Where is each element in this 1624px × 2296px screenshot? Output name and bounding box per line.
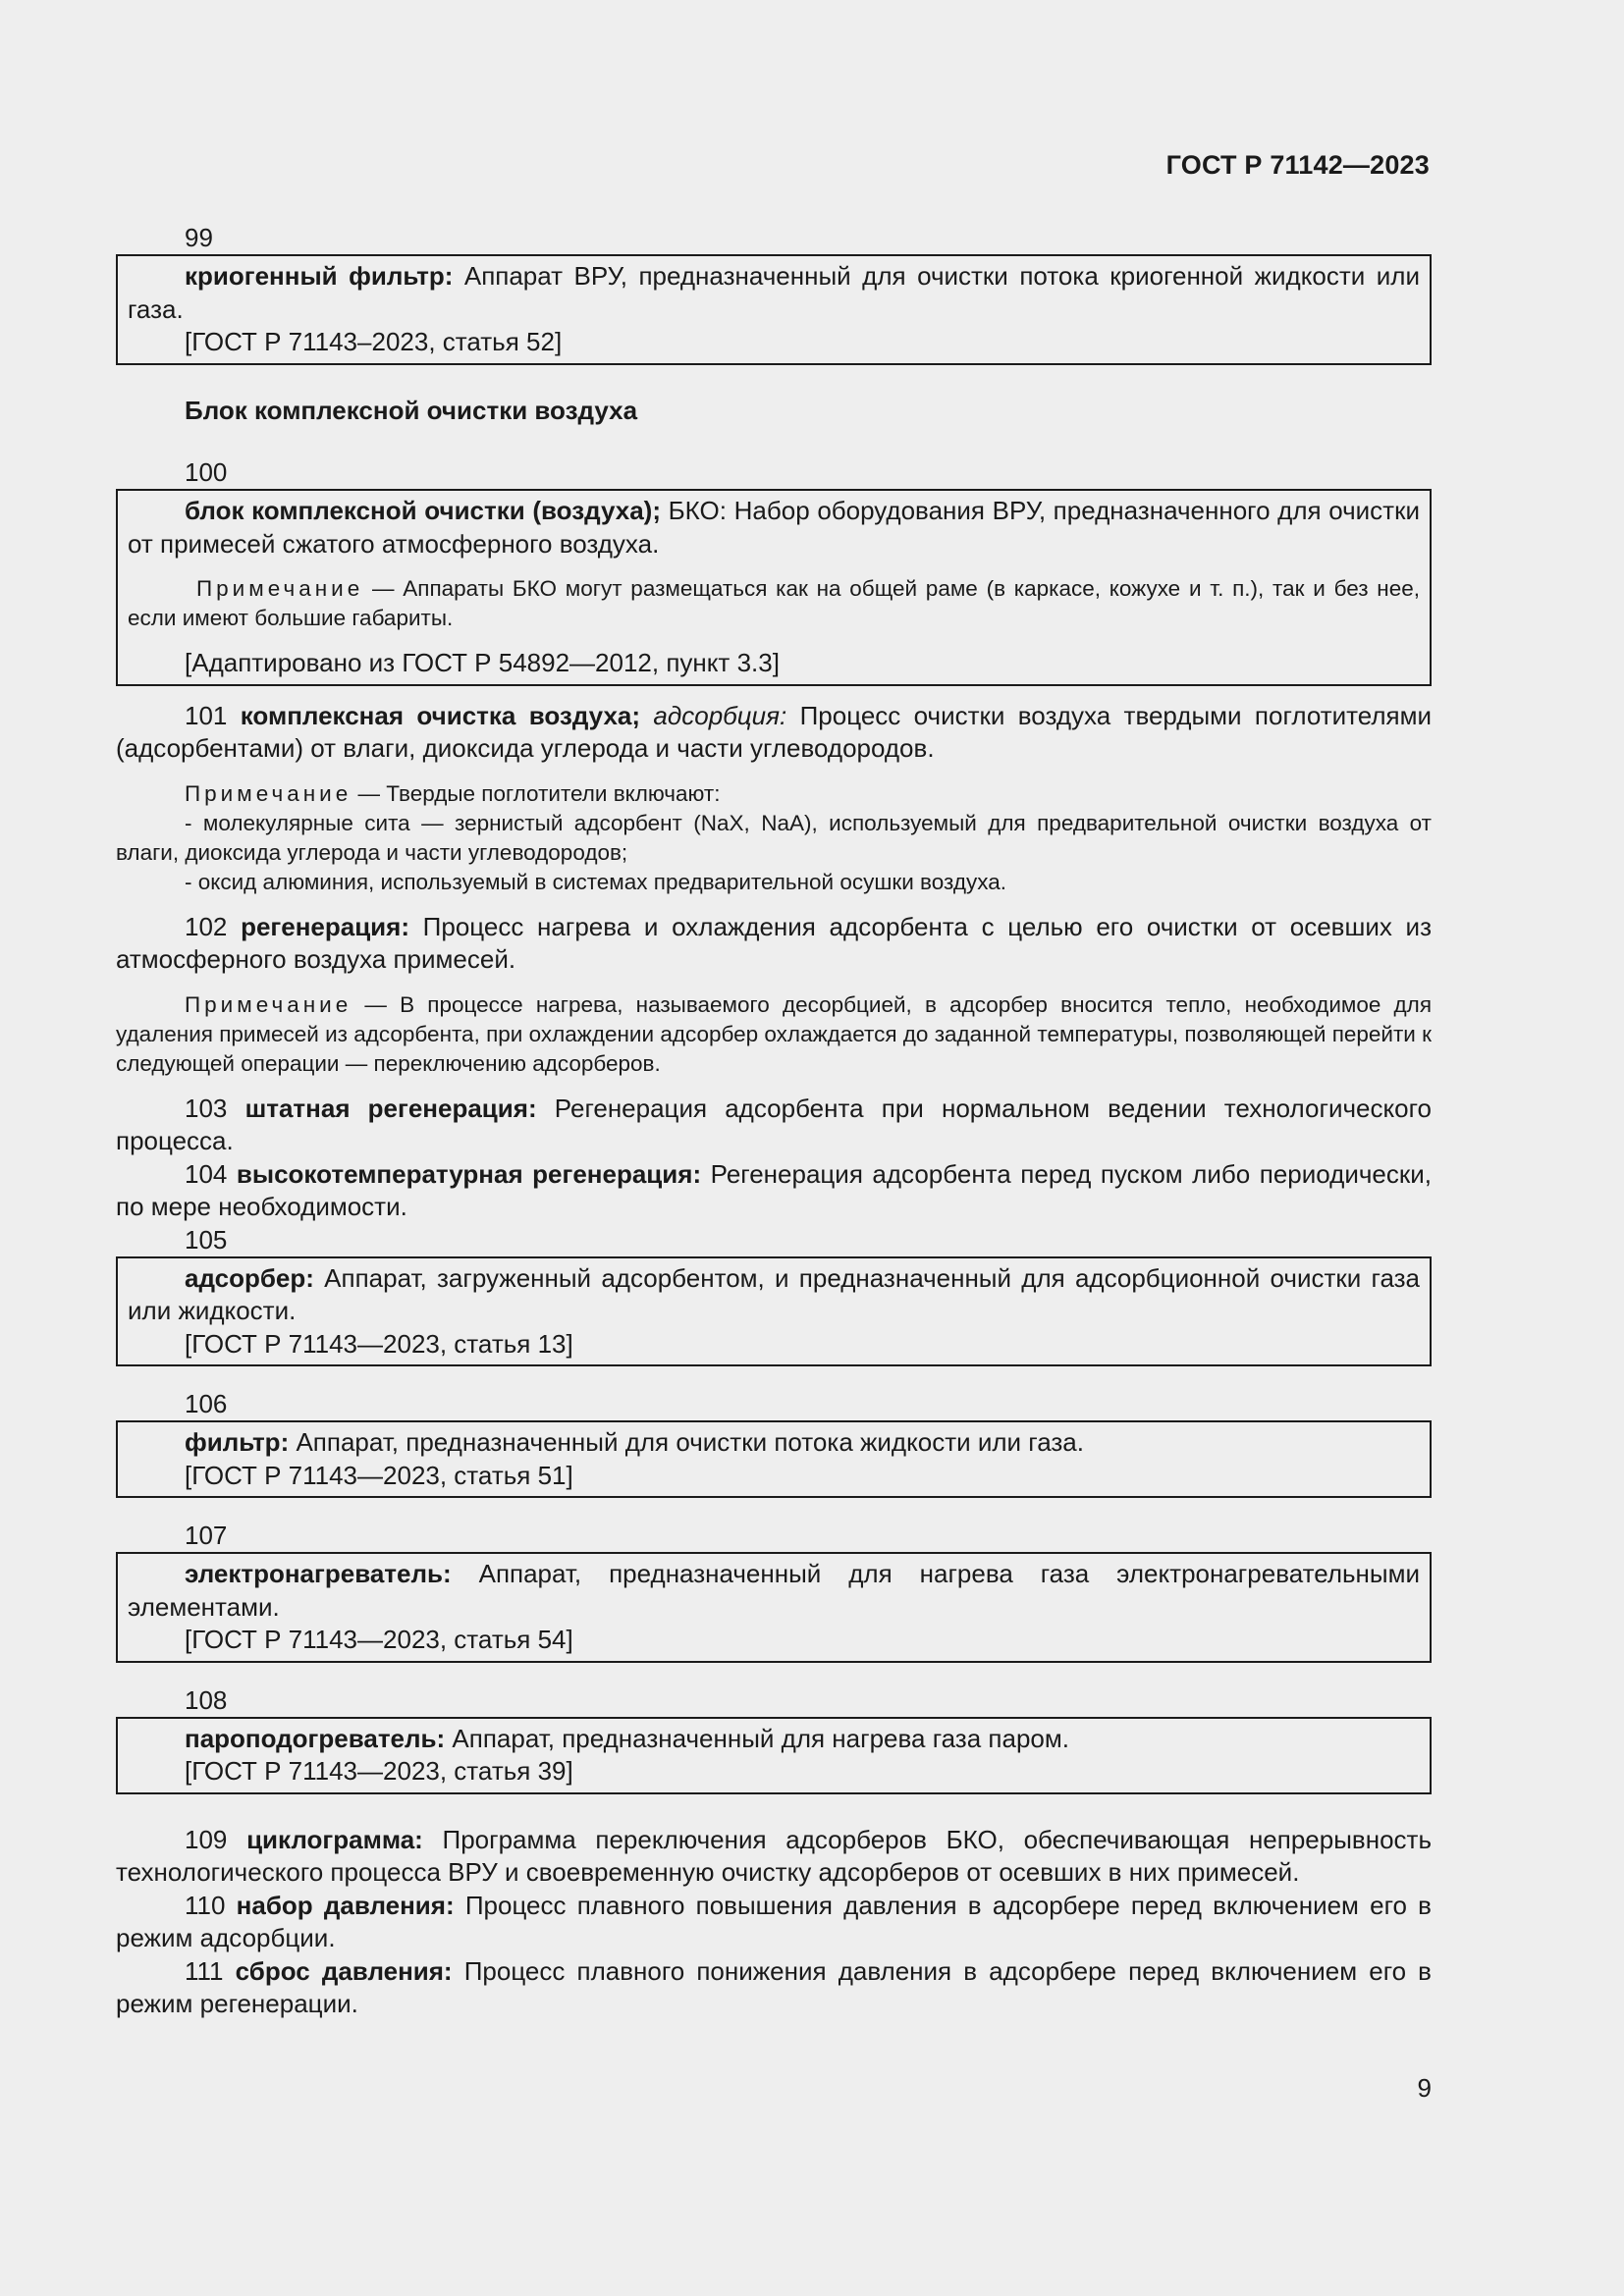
note-label: Примечание <box>185 991 352 1017</box>
definition: Регенерация адсорбента при нормальном ведении технологического процесса. <box>116 1093 1432 1155</box>
document-header: ГОСТ Р 71142—2023 <box>1165 150 1430 180</box>
source-reference: [ГОСТ Р 71143—2023, статья 39] <box>185 1756 573 1786</box>
note-text: — Аппараты БКО могут размещаться как на общей раме (в каркасе, кожухе и т. п.), так и без нее, если имеют большие габариты. <box>128 576 1420 630</box>
term: высокотемпературная регенерация: <box>236 1158 702 1189</box>
definition: Процесс очистки воздуха твердыми поглотителями (адсорбентами) от влаги, диоксида углерода и части углеводородов. <box>116 700 1433 763</box>
term: регенерация: <box>241 911 409 941</box>
term: электронагреватель: <box>185 1559 452 1588</box>
source-reference: [ГОСТ Р 71143—2023, статья 54] <box>185 1625 573 1654</box>
definition: Аппарат, загруженный адсорбентом, и предназначенный для адсорбционной очистки газа или жидкости. <box>128 1262 1420 1325</box>
entry-number: 103 <box>185 1093 245 1123</box>
entry-number: 107 <box>185 1521 228 1550</box>
entry-number: 104 <box>185 1158 237 1189</box>
entry-number: 99 <box>185 223 213 252</box>
definition: Процесс плавного повышения давления в адсорбере перед включением его в режим адсорбции. <box>116 1890 1432 1952</box>
synonym: адсорбция: <box>640 700 787 730</box>
page-number: 9 <box>1417 2073 1432 2103</box>
entry-number: 111 <box>185 1955 236 1986</box>
entry-number: 100 <box>185 457 228 487</box>
definition: Аппарат, предназначенный для очистки потока жидкости или газа. <box>289 1427 1084 1457</box>
definition: Программа переключения адсорберов БКО, обеспечивающая непрерывность технологического процесса ВРУ и своевременную очистку адсорберов от осевших в них примесей. <box>116 1824 1432 1887</box>
note-text: — Твердые поглотители включают: <box>352 780 721 806</box>
entry-number: 101 <box>185 700 241 730</box>
term: штатная регенерация: <box>244 1093 537 1123</box>
entry-number: 109 <box>185 1824 247 1854</box>
note-text: — В процессе нагрева, называемого десорбцией, в адсорбер вносится тепло, необходимое для удаления примесей из адсорбента, при охлаждении адсорбер охлаждается до заданной температуры, позволяющей перейти к следующей операции — переключению адсорберов. <box>116 991 1432 1076</box>
entry-number: 108 <box>185 1684 228 1715</box>
term-box <box>116 1552 1432 1663</box>
definition: Процесс плавного понижения давления в адсорбере перед включением его в режим регенерации. <box>116 1955 1432 2018</box>
term: фильтр: <box>185 1427 290 1457</box>
note <box>116 990 1432 1079</box>
entry-number: 110 <box>185 1890 237 1920</box>
term: адсорбер: <box>185 1262 314 1293</box>
entry-number: 105 <box>185 1224 228 1255</box>
term-box <box>116 1717 1432 1794</box>
source-reference: [ГОСТ Р 71143—2023, статья 51] <box>185 1460 573 1490</box>
term: циклограмма: <box>246 1824 423 1854</box>
term-box <box>116 254 1432 365</box>
term: сброс давления: <box>235 1955 453 1986</box>
source-reference: [ГОСТ Р 71143—2023, статья 13] <box>185 1328 573 1359</box>
document-body <box>116 222 1432 2021</box>
definition: Аппарат, предназначенный для нагрева газа электронагревательными элементами. <box>128 1559 1420 1622</box>
term: криогенный фильтр: <box>185 261 454 291</box>
definition: Регенерация адсорбента перед пуском либо периодически, по мере необходимости. <box>116 1158 1432 1221</box>
source-reference: [Адаптировано из ГОСТ Р 54892—2012, пункт 3.3] <box>185 648 780 677</box>
section-title: Блок комплексной очистки воздуха <box>185 395 638 425</box>
term-box <box>116 1420 1432 1498</box>
definition: Аппарат ВРУ, предназначенный для очистки потока криогенной жидкости или газа. <box>128 261 1420 324</box>
note <box>116 779 1432 897</box>
term-box <box>116 1256 1432 1367</box>
entry-number: 106 <box>185 1389 228 1418</box>
source-reference: [ГОСТ Р 71143–2023, статья 52] <box>185 327 563 356</box>
term-box <box>116 489 1432 686</box>
definition: БКО: Набор оборудования ВРУ, предназначенного для очистки от примесей сжатого атмосферного воздуха. <box>128 496 1420 559</box>
term: пароподогреватель: <box>185 1723 446 1753</box>
note-list-item: - молекулярные сита — зернистый адсорбент (NaX, NaA), используемый для предварительной очистки воздуха от влаги, диоксида углерода и части углеводородов; <box>116 810 1432 865</box>
term: комплексная очистка воздуха; <box>240 700 641 730</box>
term: блок комплексной очистки (воздуха); <box>185 496 661 525</box>
term: набор давления: <box>236 1890 455 1920</box>
entry-number: 102 <box>185 911 242 941</box>
note-label: Примечание <box>196 576 364 601</box>
note-list-item: - оксид алюминия, используемый в системах предварительной осушки воздуха. <box>185 869 1006 894</box>
note-label: Примечание <box>185 780 352 806</box>
definition: Аппарат, предназначенный для нагрева газа паром. <box>445 1723 1069 1753</box>
definition: Процесс нагрева и охлаждения адсорбента с целью его очистки от осевших из атмосферного воздуха примесей. <box>116 911 1432 974</box>
